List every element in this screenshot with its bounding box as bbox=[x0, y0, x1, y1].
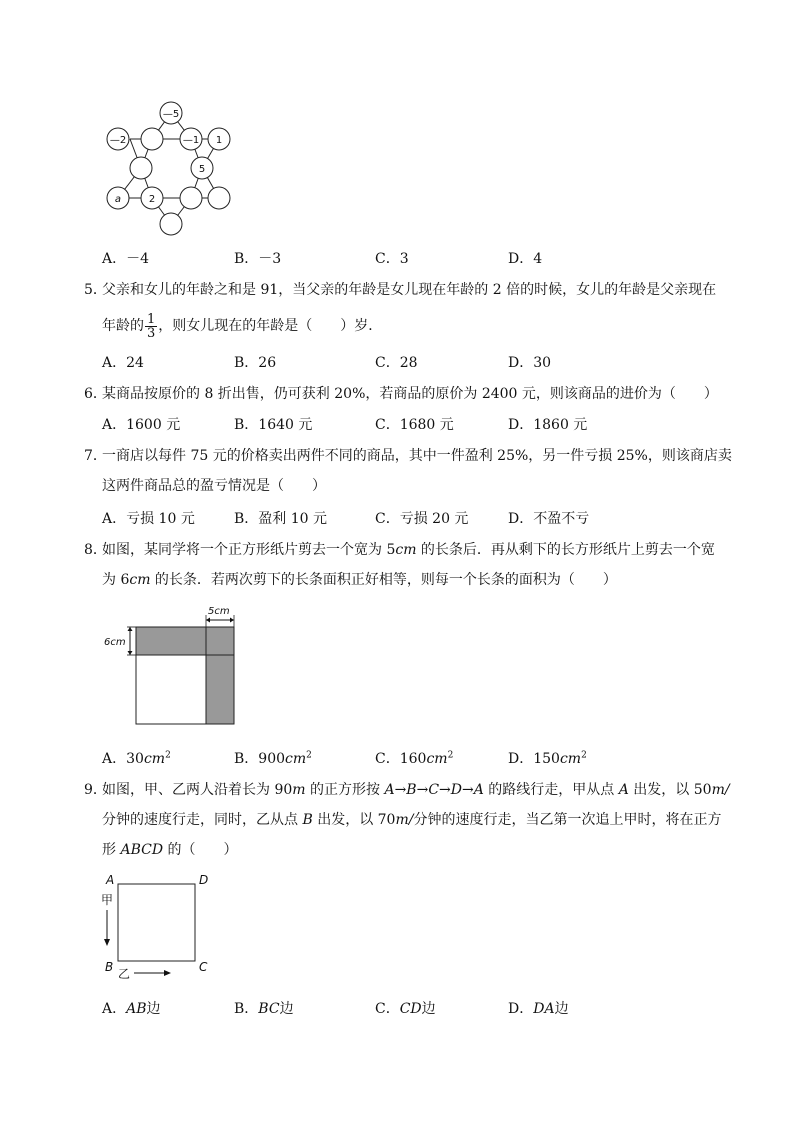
option-b-seg: BC bbox=[258, 1001, 280, 1017]
node-bottom-mid-label: 2 bbox=[148, 194, 156, 205]
q8-text-2a: 为 6 bbox=[102, 572, 130, 588]
node-bottom bbox=[160, 213, 182, 235]
option-d-seg: DA bbox=[533, 1001, 555, 1017]
q9-label-d: D bbox=[199, 873, 209, 887]
q8-strip-right bbox=[206, 627, 234, 724]
q9-line1 bbox=[84, 780, 730, 800]
q9-unit-m-3: m/ bbox=[395, 812, 414, 828]
q8-remaining-square bbox=[136, 655, 206, 724]
node-mid-left bbox=[130, 157, 152, 179]
q9-line3 bbox=[102, 840, 742, 860]
q9-text-1c: 的路线行走，甲从点 bbox=[483, 782, 619, 798]
q9-square bbox=[118, 884, 195, 961]
q7-text-1: 一商店以每件 75 元的价格卖出两件不同的商品，其中一件盈利 25%，另一件亏损 25%，则该商店卖 bbox=[102, 448, 732, 464]
node-inner-right-label: 5 bbox=[198, 164, 206, 175]
fraction-denominator: 3 bbox=[147, 325, 156, 341]
q9-label-b: B bbox=[105, 960, 114, 974]
q5-text-2b: ，则女儿现在的年龄是（ ）岁． bbox=[158, 318, 383, 334]
arrow-right-icon bbox=[164, 970, 171, 976]
node-mid-label: —1 bbox=[182, 135, 200, 146]
fraction-numerator: 1 bbox=[147, 311, 156, 327]
q8-line1 bbox=[84, 540, 724, 560]
option-b-value: B．900 bbox=[234, 751, 286, 767]
option-c-suffix: 边 bbox=[421, 1001, 436, 1017]
q8-label-5cm: 5cm bbox=[208, 606, 230, 617]
q8-square-figure bbox=[100, 602, 245, 728]
q9-text-1d: 出发，以 50 bbox=[628, 782, 712, 798]
option-c[interactable] bbox=[375, 998, 436, 1018]
option-b[interactable] bbox=[234, 998, 294, 1018]
node-right-label: 1 bbox=[215, 135, 223, 146]
q8-label-6cm: 6cm bbox=[104, 637, 126, 648]
q9-unit-m-2: m/ bbox=[711, 782, 730, 798]
q9-line2 bbox=[102, 810, 742, 830]
q9-label-a: A bbox=[106, 873, 115, 887]
option-a-seg: AB bbox=[126, 1001, 147, 1017]
option-b[interactable]: B．26 bbox=[234, 355, 277, 371]
option-b[interactable] bbox=[234, 748, 312, 768]
node-bottom-right bbox=[208, 187, 230, 209]
q9-text-2a: 分钟的速度行走，同时，乙从点 bbox=[102, 812, 303, 828]
q8-unit-cm: cm bbox=[395, 542, 417, 558]
option-a[interactable]: A．24 bbox=[102, 355, 144, 371]
option-c-unit: cm bbox=[426, 751, 448, 767]
option-a[interactable]: A．－4 bbox=[102, 251, 150, 267]
q9-point-b: B bbox=[302, 812, 313, 828]
node-upper-left bbox=[141, 128, 163, 150]
q8-text-1a: 如图，某同学将一个正方形纸片剪去一个宽为 5 bbox=[102, 542, 396, 558]
q5-text-2a: 年龄的 bbox=[102, 318, 144, 334]
option-d-unit: cm bbox=[559, 751, 582, 767]
option-b[interactable]: B．－3 bbox=[234, 251, 282, 267]
q5-number: 5． bbox=[84, 282, 107, 298]
q8-strip-top bbox=[136, 627, 206, 655]
node-left-label: —2 bbox=[109, 135, 127, 146]
q8-text-2b: 的长条．若两次剪下的长条面积正好相等，则每一个长条的面积为（ ） bbox=[150, 572, 617, 588]
option-d-value: D．150 bbox=[508, 751, 560, 767]
q9-text-1b: 的正方形按 bbox=[305, 782, 385, 798]
option-d-letter: D． bbox=[508, 1001, 534, 1017]
arrow-down-icon bbox=[104, 939, 110, 946]
option-c-letter: C． bbox=[375, 1001, 400, 1017]
option-c-value: C．160 bbox=[375, 751, 427, 767]
node-bottom-right-inner bbox=[180, 187, 202, 209]
q9-unit-m: m bbox=[292, 782, 306, 798]
q6-number: 6． bbox=[84, 386, 107, 402]
option-d[interactable] bbox=[508, 748, 587, 768]
q7-line1 bbox=[84, 446, 732, 466]
q7-number: 7． bbox=[84, 448, 107, 464]
option-a-letter: A． bbox=[102, 1001, 127, 1017]
option-c[interactable]: C．1680 元 bbox=[375, 417, 454, 433]
q6-line1 bbox=[84, 384, 724, 404]
option-b-suffix: 边 bbox=[279, 1001, 294, 1017]
option-b-unit: cm bbox=[285, 751, 307, 767]
q9-text-2c: 分钟的速度行走，当乙第一次追上甲时，将在正方 bbox=[413, 812, 722, 828]
q9-text-1a: 如图，甲、乙两人沿着长为 90 bbox=[102, 782, 293, 798]
q9-text-3a: 形 bbox=[102, 842, 121, 858]
q5-text-1: 父亲和女儿的年龄之和是 91，当父亲的年龄是女儿现在年龄的 2 倍的时候，女儿的年龄是父亲现在 bbox=[102, 282, 717, 298]
q8-number: 8． bbox=[84, 542, 107, 558]
q9-route: A→B→C→D→A bbox=[384, 782, 484, 798]
q9-label-c: C bbox=[199, 960, 208, 974]
option-d[interactable]: D．不盈不亏 bbox=[508, 511, 590, 527]
option-a-suffix: 边 bbox=[146, 1001, 161, 1017]
option-b-letter: B． bbox=[234, 1001, 259, 1017]
option-c-seg: CD bbox=[399, 1001, 422, 1017]
option-c[interactable]: C．3 bbox=[375, 251, 409, 267]
option-a-exp: 2 bbox=[165, 750, 171, 761]
option-a-value: A．30 bbox=[102, 751, 144, 767]
option-c-exp: 2 bbox=[447, 750, 454, 761]
q9-square-name: ABCD bbox=[120, 842, 164, 858]
node-a-label: a bbox=[114, 194, 122, 205]
q5-line2 bbox=[102, 308, 742, 344]
q9-label-jia: 甲 bbox=[101, 893, 114, 907]
option-c[interactable]: C．28 bbox=[375, 355, 418, 371]
q8-text-1b: 的长条后．再从剩下的长方形纸片上剪去一个宽 bbox=[416, 542, 715, 558]
option-a[interactable] bbox=[102, 748, 171, 768]
option-a-unit: cm bbox=[143, 751, 166, 767]
q9-text-3b: 的（ ） bbox=[163, 842, 238, 858]
option-d[interactable]: D．30 bbox=[508, 355, 552, 371]
node-top-label: —5 bbox=[162, 109, 180, 120]
option-c[interactable]: C．亏损 20 元 bbox=[375, 511, 469, 527]
option-b[interactable]: B．盈利 10 元 bbox=[234, 511, 328, 527]
option-a[interactable]: A．1600 元 bbox=[102, 417, 181, 433]
q9-label-yi: 乙 bbox=[118, 967, 131, 981]
q7-line2 bbox=[102, 476, 742, 496]
q5-line1 bbox=[84, 280, 724, 300]
option-d[interactable]: D．4 bbox=[508, 251, 543, 267]
option-d-suffix: 边 bbox=[554, 1001, 569, 1017]
q9-square-figure bbox=[100, 870, 220, 982]
q8-line2 bbox=[102, 570, 742, 590]
option-a[interactable] bbox=[102, 998, 161, 1018]
q8-unit-cm-2: cm bbox=[129, 572, 151, 588]
option-b-exp: 2 bbox=[306, 750, 312, 761]
option-d-exp: 2 bbox=[581, 750, 587, 761]
option-c[interactable] bbox=[375, 748, 453, 768]
q4-circle-figure bbox=[100, 100, 240, 240]
q9-text-2b: 出发，以 70 bbox=[312, 812, 396, 828]
option-d[interactable] bbox=[508, 998, 569, 1018]
option-b[interactable]: B．1640 元 bbox=[234, 417, 313, 433]
q5-fraction bbox=[145, 313, 157, 340]
option-a[interactable]: A．亏损 10 元 bbox=[102, 511, 195, 527]
q6-text-1: 某商品按原价的 8 折出售，仍可获利 20%，若商品的原价为 2400 元，则该商品的进价为（ ） bbox=[102, 386, 718, 402]
q9-number: 9． bbox=[84, 782, 107, 798]
q7-text-2: 这两件商品总的盈亏情况是（ ） bbox=[102, 478, 326, 494]
option-d[interactable]: D．1860 元 bbox=[508, 417, 588, 433]
q9-point-a: A bbox=[618, 782, 629, 798]
